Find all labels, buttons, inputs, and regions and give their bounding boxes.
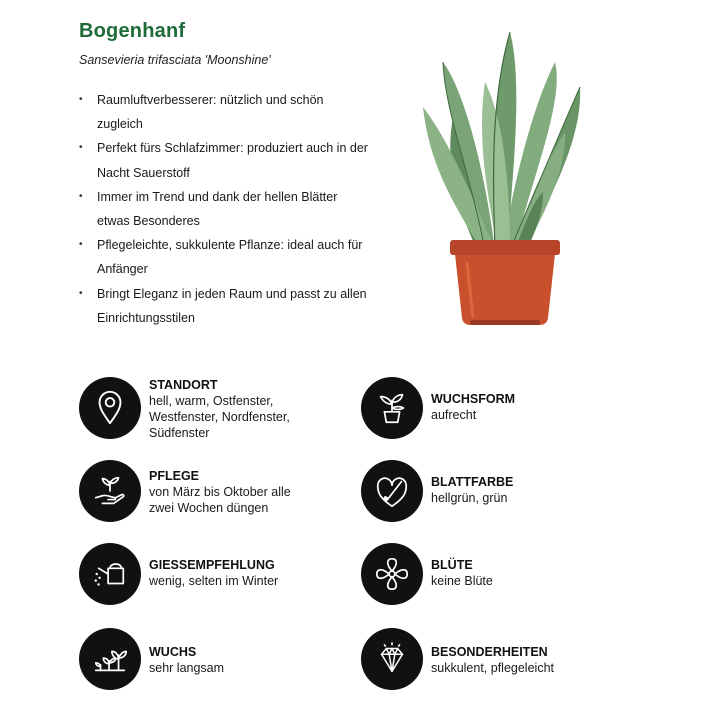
feature-label: PFLEGE: [149, 469, 200, 483]
botanical-name: Sansevieria trifasciata 'Moonshine': [79, 53, 271, 67]
feature-blattfarbe: [361, 460, 641, 524]
feature-standort: [79, 377, 359, 441]
feature-value: hellgrün, grün: [431, 491, 508, 505]
flower-icon: [361, 543, 423, 605]
feature-wuchs: [79, 628, 359, 692]
feature-value: hell, warm, Ostfenster, Westfenster, Nordfenster, Südfenster: [149, 394, 290, 440]
feature-label: BLATTFARBE: [431, 475, 514, 489]
bullet-item: • Immer im Trend und dank der hellen Blätter etwas Besonderes: [79, 185, 369, 233]
feature-value: von März bis Oktober alle zwei Wochen düngen: [149, 485, 291, 515]
feature-label: GIESSEMPFEHLUNG: [149, 558, 275, 572]
feature-giessempfehlung: [79, 543, 359, 607]
leaf-brush-icon: [361, 460, 423, 522]
diamond-icon: [361, 628, 423, 690]
feature-label: BLÜTE: [431, 558, 473, 572]
feature-pflege: [79, 460, 359, 524]
feature-bluete: [361, 543, 641, 607]
bullet-item: • Bringt Eleganz in jeden Raum und passt zu allen Einrichtungsstilen: [79, 282, 369, 330]
bullet-item: • Raumluftverbesserer: nützlich und schön zugleich: [79, 88, 369, 136]
feature-label: STANDORT: [149, 378, 218, 392]
hand-sprout-icon: [79, 460, 141, 522]
feature-value: aufrecht: [431, 408, 477, 422]
watering-can-icon: [79, 543, 141, 605]
feature-wuchsform: [361, 377, 641, 441]
location-pin-icon: [79, 377, 141, 439]
feature-label: WUCHSFORM: [431, 392, 516, 406]
feature-value: keine Blüte: [431, 574, 493, 588]
plant-image: [415, 22, 595, 332]
product-title: Bogenhanf: [79, 20, 186, 42]
growth-sprouts-icon: [79, 628, 141, 690]
feature-label: WUCHS: [149, 645, 197, 659]
feature-label: BESONDERHEITEN: [431, 645, 548, 659]
feature-bullet-list: [79, 88, 369, 330]
feature-value: sukkulent, pflegeleicht: [431, 661, 554, 675]
bullet-item: • Perfekt fürs Schlafzimmer: produziert auch in der Nacht Sauerstoff: [79, 136, 369, 184]
feature-value: wenig, selten im Winter: [149, 574, 279, 588]
potted-plant-icon: [361, 377, 423, 439]
feature-value: sehr langsam: [149, 661, 225, 675]
feature-besonderheiten: [361, 628, 641, 692]
bullet-item: • Pflegeleichte, sukkulente Pflanze: ideal auch für Anfänger: [79, 233, 369, 281]
